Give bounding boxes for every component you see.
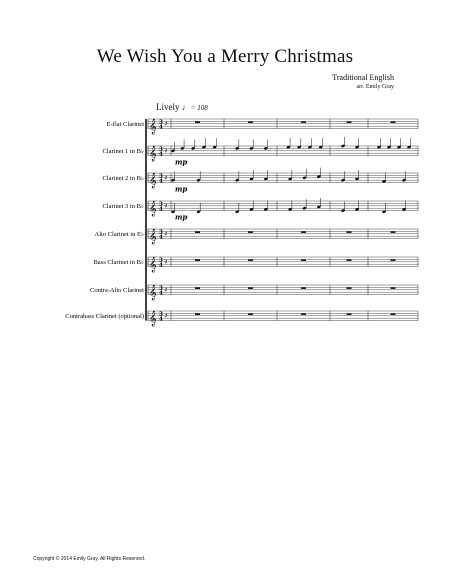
time-signature-numerator: 3 — [159, 229, 163, 236]
treble-clef-icon: 𝄞 — [149, 119, 157, 135]
time-signature-numerator: 3 — [159, 201, 163, 208]
whole-rest-icon — [195, 121, 200, 123]
treble-clef-icon: 𝄞 — [149, 311, 157, 327]
metronome-mark: = 108 — [190, 104, 208, 112]
quarter-rest-icon: 𝄽 — [165, 312, 168, 321]
time-signature-denominator: 4 — [159, 206, 163, 213]
whole-rest-icon — [301, 287, 306, 289]
instrument-name: Bass Clarinet in B♭ — [93, 259, 144, 267]
whole-rest-icon — [391, 121, 396, 123]
whole-rest-icon — [301, 231, 306, 233]
instrument-name: Clarinet 1 in B♭ — [102, 148, 144, 156]
whole-rest-icon — [301, 313, 306, 315]
dynamic-marking: mp — [175, 184, 188, 194]
time-signature-denominator: 4 — [159, 290, 163, 297]
quarter-rest-icon: 𝄽 — [165, 174, 168, 183]
score-title: We Wish You a Merry Christmas — [96, 46, 354, 67]
quarter-rest-icon: 𝄽 — [165, 258, 168, 267]
whole-rest-icon — [248, 313, 253, 315]
whole-rest-icon — [195, 231, 200, 233]
time-signature-numerator: 3 — [159, 173, 163, 180]
whole-rest-icon — [347, 231, 352, 233]
quarter-rest-icon: 𝄽 — [165, 230, 168, 239]
whole-rest-icon — [391, 231, 396, 233]
whole-rest-icon — [301, 259, 306, 261]
instrument-name: E-flat Clarinet — [106, 121, 144, 129]
time-signature-denominator: 4 — [159, 178, 163, 185]
whole-rest-icon — [248, 121, 253, 123]
treble-clef-icon: 𝄞 — [149, 257, 157, 273]
whole-rest-icon — [248, 287, 253, 289]
whole-rest-icon — [391, 259, 396, 261]
arranger-credit: arr. Emily Gray — [356, 84, 394, 90]
whole-rest-icon — [347, 121, 352, 123]
time-signature-denominator: 4 — [159, 151, 163, 158]
whole-rest-icon — [347, 287, 352, 289]
quarter-rest-icon: 𝄽 — [165, 286, 168, 295]
treble-clef-icon: 𝄞 — [149, 201, 157, 217]
whole-rest-icon — [195, 287, 200, 289]
time-signature-denominator: 4 — [159, 124, 163, 131]
instrument-name: Contrabass Clarinet (optional) — [65, 313, 144, 321]
quarter-note-icon: ♩ — [181, 102, 191, 112]
instrument-name: Alto Clarinet in E♭ — [94, 231, 144, 239]
whole-rest-icon — [391, 313, 396, 315]
whole-rest-icon — [301, 121, 306, 123]
time-signature-denominator: 4 — [159, 262, 163, 269]
composer-credit: Traditional English — [332, 73, 394, 82]
tempo-text: Lively — [156, 102, 180, 112]
time-signature-numerator: 3 — [159, 285, 163, 292]
treble-clef-icon: 𝄞 — [149, 146, 157, 162]
time-signature-numerator: 3 — [159, 146, 163, 153]
instrument-name: Clarinet 2 in B♭ — [102, 175, 144, 183]
time-signature-numerator: 3 — [159, 119, 163, 126]
staves-group — [65, 119, 418, 327]
whole-rest-icon — [248, 231, 253, 233]
time-signature-denominator: 4 — [159, 234, 163, 241]
treble-clef-icon: 𝄞 — [149, 285, 157, 301]
quarter-rest-icon: 𝄽 — [165, 202, 168, 211]
instrument-name: Contra-Alto Clarinet — [90, 287, 144, 295]
whole-rest-icon — [248, 259, 253, 261]
time-signature-numerator: 3 — [159, 257, 163, 264]
treble-clef-icon: 𝄞 — [149, 229, 157, 245]
dynamic-marking: mp — [175, 212, 188, 222]
quarter-rest-icon: 𝄽 — [165, 120, 168, 129]
whole-rest-icon — [391, 287, 396, 289]
whole-rest-icon — [195, 313, 200, 315]
whole-rest-icon — [347, 313, 352, 315]
copyright-notice: Copyright © 2014 Emily Gray. All Rights Reserved. — [33, 556, 146, 562]
whole-rest-icon — [347, 259, 352, 261]
time-signature-numerator: 3 — [159, 311, 163, 318]
treble-clef-icon: 𝄞 — [149, 173, 157, 189]
whole-rest-icon — [195, 259, 200, 261]
quarter-rest-icon: 𝄽 — [165, 147, 168, 156]
instrument-name: Clarinet 3 in B♭ — [102, 203, 144, 211]
dynamic-marking: mp — [175, 157, 188, 167]
time-signature-denominator: 4 — [159, 316, 163, 323]
